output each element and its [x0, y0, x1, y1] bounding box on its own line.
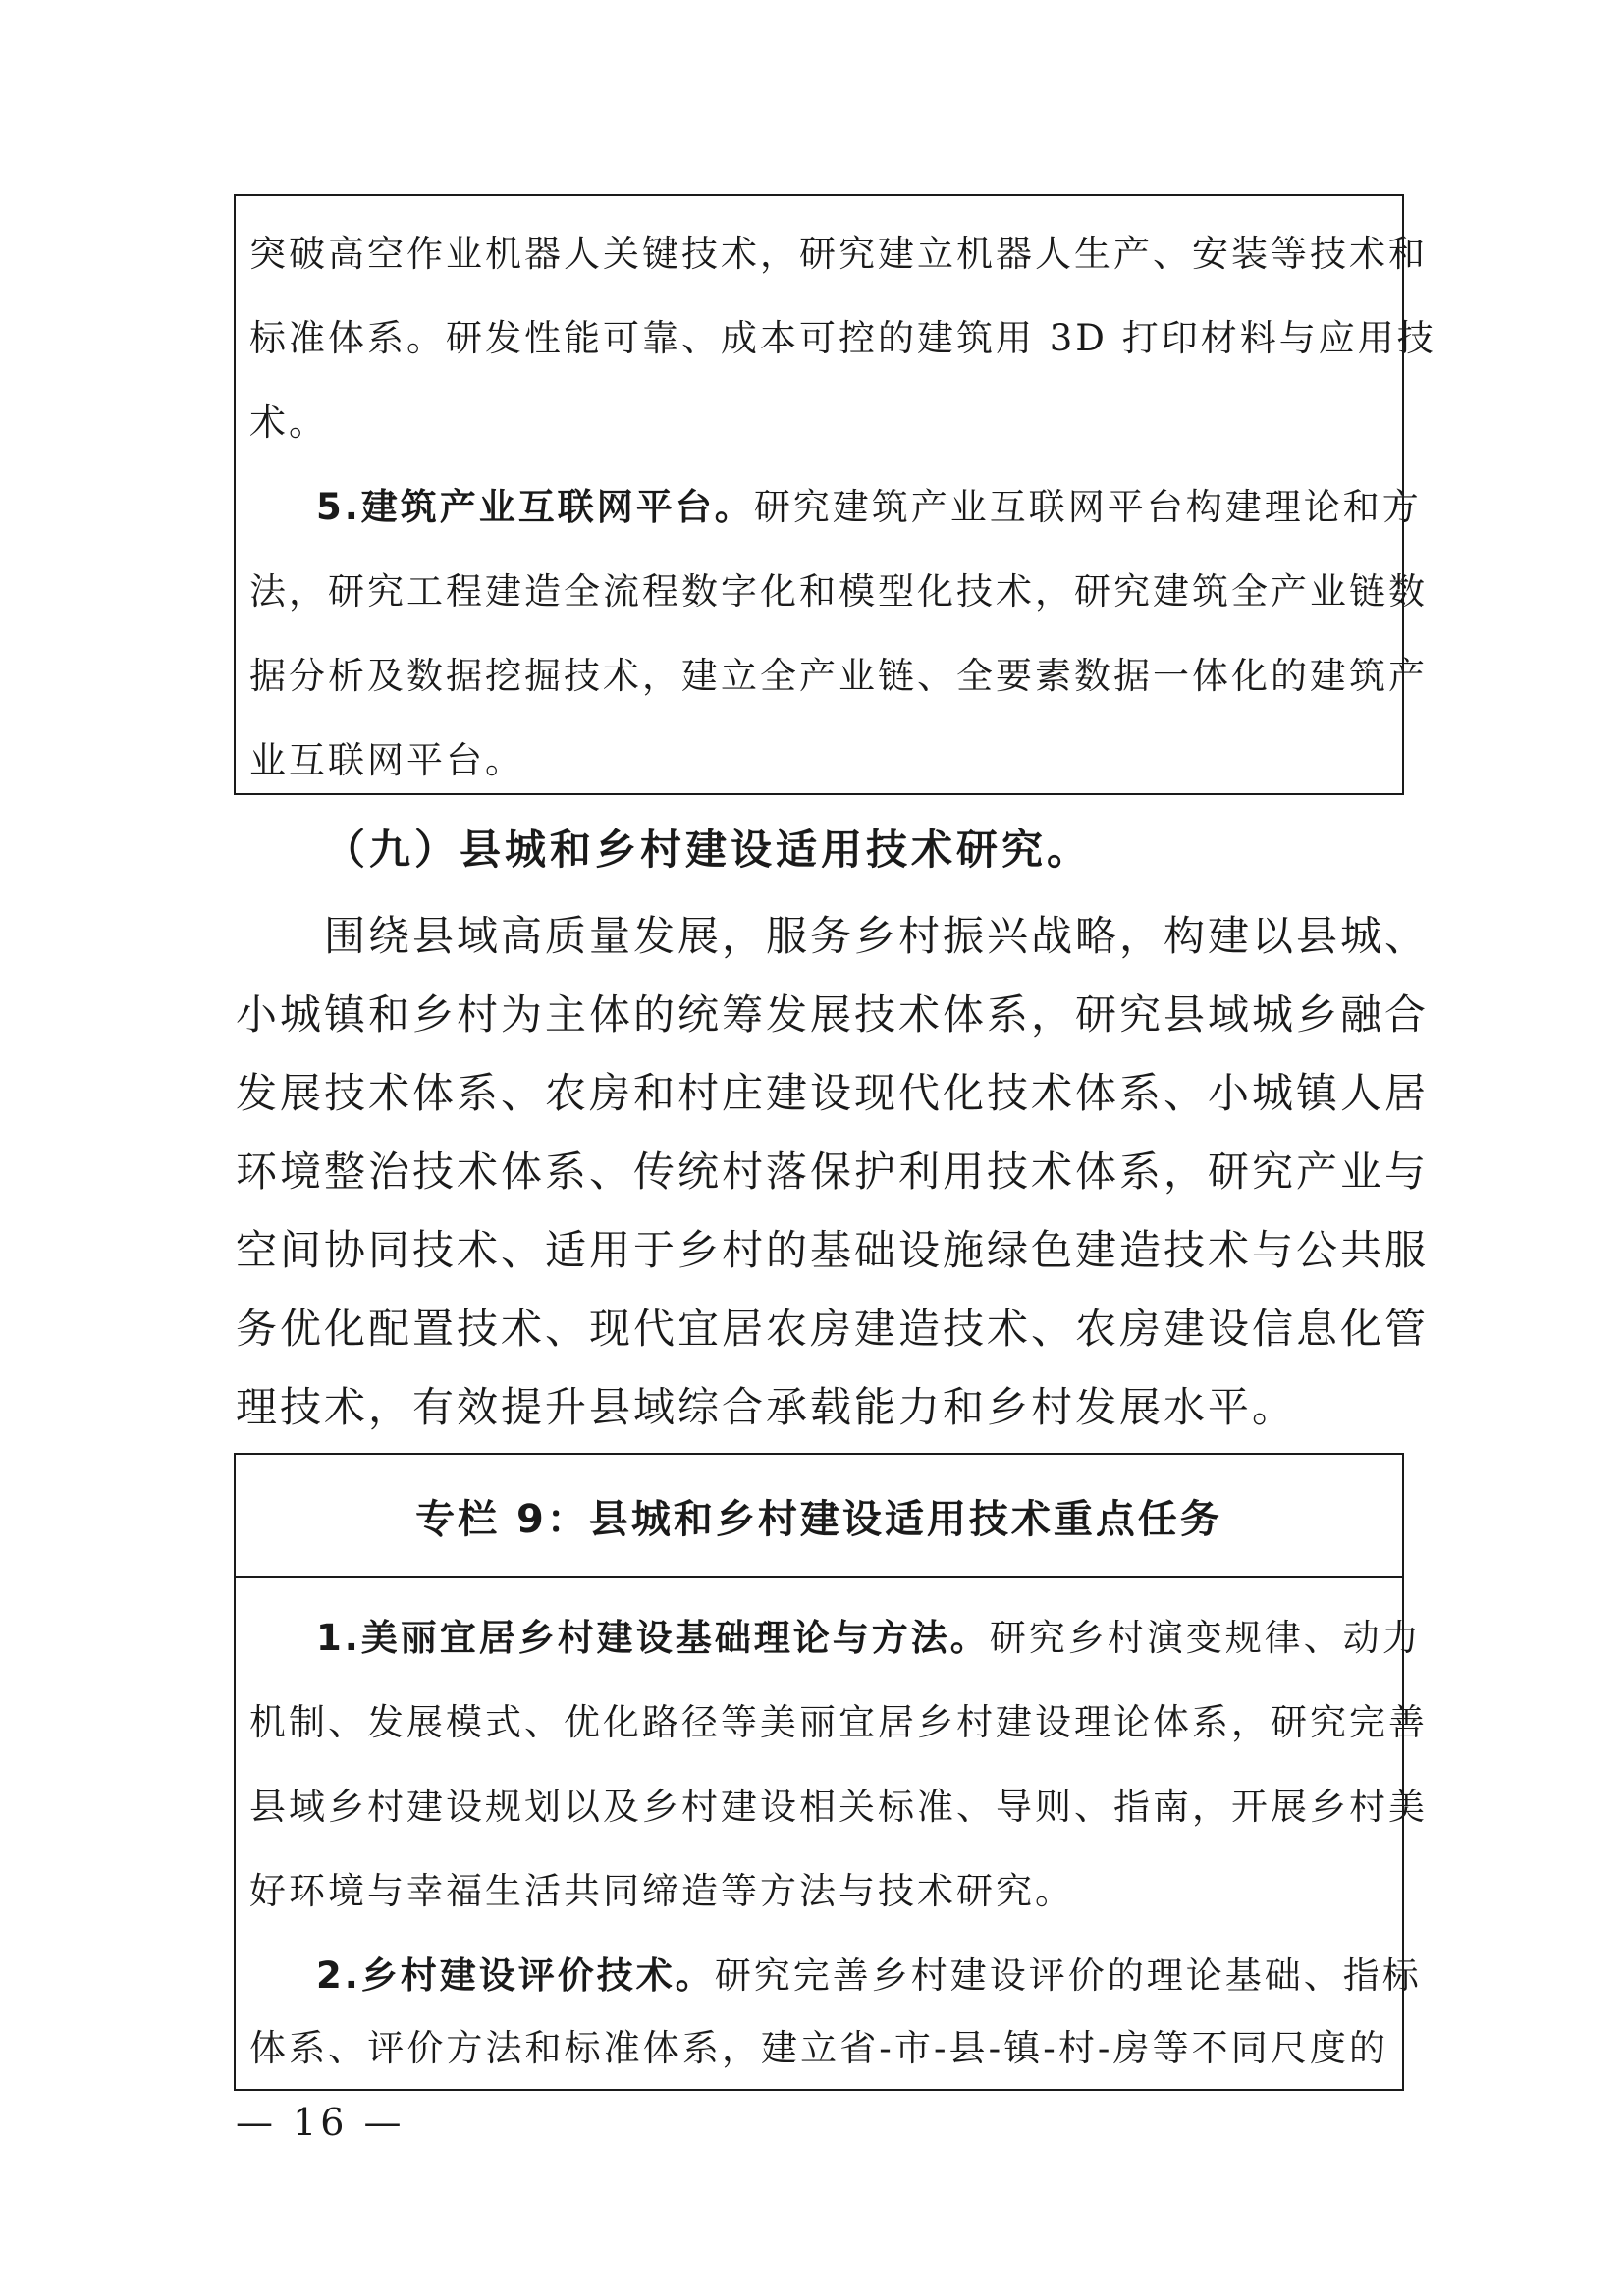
body-line: 小城镇和乡村为主体的统筹发展技术体系，研究县域城乡融合 [236, 990, 1430, 1039]
body-line: 空间协同技术、适用于乡村的基础设施绿色建造技术与公共服 [236, 1226, 1430, 1274]
item-1-title: 1.美丽宜居乡村建设基础理论与方法。 [316, 1617, 990, 1659]
box-text-line: 业互联网平台。 [249, 739, 524, 781]
page-number: — 16 — [236, 2101, 406, 2144]
column-9-title: 专栏 9：县城和乡村建设适用技术重点任务 [415, 1497, 1222, 1542]
body-line: 发展技术体系、农房和村庄建设现代化技术体系、小城镇人居 [236, 1069, 1430, 1117]
item-2-title: 2.乡村建设评价技术。 [316, 1954, 715, 1997]
section-heading: （九）县城和乡村建设适用技术研究。 [324, 826, 1093, 874]
item-2-paragraph [316, 1951, 1422, 2001]
item-1-paragraph [316, 1614, 1422, 1663]
box-text-line: 机制、发展模式、优化路径等美丽宜居乡村建设理论体系，研究完善 [249, 1701, 1428, 1743]
body-line: 理技术，有效提升县域综合承载能力和乡村发展水平。 [236, 1383, 1297, 1431]
box-text-line: 据分析及数据挖掘技术，建立全产业链、全要素数据一体化的建筑产 [249, 655, 1428, 697]
box-text-line: 标准体系。研发性能可靠、成本可控的建筑用 3D 打印材料与应用技 [249, 317, 1436, 359]
box-text-line: 好环境与幸福生活共同缔造等方法与技术研究。 [249, 1870, 1074, 1912]
box-text-line: 县域乡村建设规划以及乡村建设相关标准、导则、指南，开展乡村美 [249, 1786, 1428, 1828]
column-divider [236, 1576, 1402, 1578]
item-5-title: 5.建筑产业互联网平台。 [316, 486, 754, 528]
box-text-line: 突破高空作业机器人关键技术，研究建立机器人生产、安装等技术和 [249, 233, 1428, 275]
item-5-paragraph [316, 483, 1422, 532]
box-text-line: 术。 [249, 401, 328, 444]
column-9-box [234, 1453, 1428, 2091]
item-1-text: 研究乡村演变规律、动力 [989, 1617, 1422, 1659]
box-text-line: 体系、评价方法和标准体系，建立省-市-县-镇-村-房等不同尺度的 [249, 2027, 1388, 2069]
body-line: 务优化配置技术、现代宜居农房建造技术、农房建设信息化管 [236, 1305, 1430, 1353]
item-2-text: 研究完善乡村建设评价的理论基础、指标 [714, 1954, 1422, 1997]
body-line: 环境整治技术体系、传统村落保护利用技术体系，研究产业与 [236, 1148, 1430, 1196]
box-text-line: 法，研究工程建造全流程数字化和模型化技术，研究建筑全产业链数 [249, 570, 1428, 613]
item-5-text: 研究建筑产业互联网平台构建理论和方 [753, 486, 1422, 528]
body-line: 围绕县域高质量发展，服务乡村振兴战略，构建以县城、 [324, 912, 1430, 960]
column-box-continued [234, 194, 1436, 795]
